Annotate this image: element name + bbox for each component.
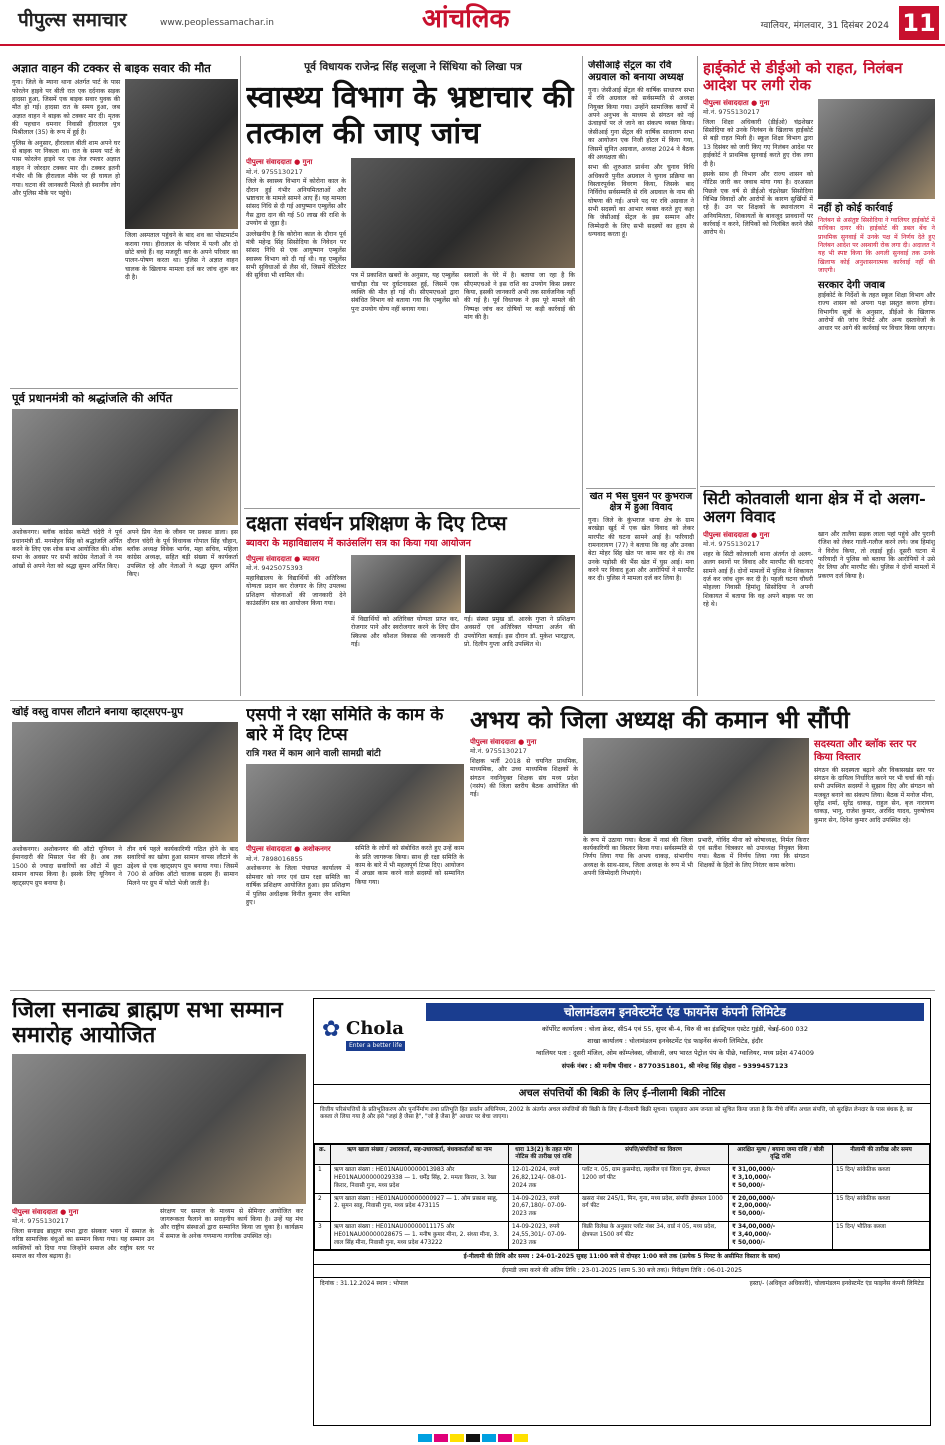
cell-demand: 14-09-2023, रुपये 20,67,180/- 07-09-2023 तक xyxy=(509,1193,579,1221)
auction-notice-ad xyxy=(313,998,931,1426)
body-text: तीन वर्ष पहले कार्यकारिणी गठित होने के बाद सवारियों का खोया हुआ सामान वापस लौटाने के उद्देश्य से एक व्हाट्सएप ग्रुप बनाया गया। जिसमें 700 से अधिक ऑटो चालक सदस्य हैं। सामान मिलने पर ग्रुप में फोटो भेजी जाती है। xyxy=(127,846,238,887)
headline: एसपी ने रक्षा समिति के काम के बारे में दिए टिप्स xyxy=(246,706,444,745)
body-text: के रूप में उठाया गया। बैठक में नासं की जिला कार्यकारिणी का विस्तार किया गया। सर्वसम्मति से निर्णय लिया गया कि अभय धाकड़, संभागीय अध्यक्ष के साथ-साथ, जिला अध्यक्ष के रूप में भी अपनी जिम्मेदारी निभाएंगे। xyxy=(583,836,693,878)
mobile-number: मो.नं. 9755130217 xyxy=(470,747,527,756)
body-text: खान और तालैया सड़क लाला पहां पहुंचे और पुरानी रंजिश को लेकर गाली-गलौज करने लगे। जब हिमांशु ने विरोध किया, तो लड़ाई हुई। दूसरी घटना में फरियादी ने पुलिस को बताया कि आरोपियों ने उसे घेर लिया और मारपीट की। पुलिस ने दोनों मामलों में प्रकरण दर्ज किया है। xyxy=(818,530,935,580)
row-divider xyxy=(244,508,580,509)
branch-office: शाखा कार्यालय : चोलामंडलम इनवेस्टमेंट एंड फाइनेंस कंपनी लिमिटेड, इंदौर xyxy=(587,1037,763,1045)
mobile-number: मो.नं. 9755130217 xyxy=(12,1217,69,1226)
headline: अज्ञात वाहन की टक्कर से बाइक सवार की मौत xyxy=(12,62,211,75)
cell-borrower: ऋण खाता संख्या : HE01NAU00000013983 और HE01NAU00000029338 — 1. धर्मेंद्र सिंह, 2. ममता किरार, 3. रेखा किरार, निवासी गुना, मध्य प्रदेश xyxy=(331,1165,509,1193)
table-header: क्र. xyxy=(315,1144,331,1165)
row-divider xyxy=(10,388,238,389)
body-text: गुना। जेसीआई सेंट्रल की वार्षिक साधारण सभा में रवि अग्रवाल को सर्वसम्मति से अध्यक्ष नियुक्त किया गया। उन्होंने सामाजिक कार्यों में अपने अनुभव के माध्यम से संगठन को नई ऊंचाइयों पर ले जाने का संकल्प व्यक्त किया। जेसीआई गुना सेंट्रल की वार्षिक साधारण सभा का आयोजन एक निजी होटल में किया गया, जिसमें सुनित अग्रवाल, अध्यक्ष 2024 ने बैठक की अध्यक्षता की। xyxy=(588,87,694,161)
website-url[interactable]: www.peoplessamachar.in xyxy=(160,18,274,28)
body-text: पुलिस के अनुसार, हीरालाल बीती शाम अपने घर से बाइक पर निकला था। रात के समय पार्ट के पास फोरलेन हाइवे पर एक तेज रफ्तार अज्ञात वाहन ने जोरदार टक्कर मार दी। टक्कर इतनी गंभीर थी कि हीरालाल मौके पर ही घायल हो गया। घटना की जानकारी मिलते ही स्थानीय लोग और पुलिस मौके पर पहुंचे। xyxy=(12,139,120,197)
column-divider xyxy=(697,56,698,696)
emd-amount: ₹ 2,00,000/- xyxy=(732,1203,772,1210)
subhead: नहीं हो कोई कार्रवाई xyxy=(818,202,893,214)
headline: खेत में भैंस घुसने पर कुंभराज क्षेत्र में हुआ विवाद xyxy=(589,492,693,513)
story-jci xyxy=(588,60,694,484)
byline: पीपुल्स संवाददाता ● गुना xyxy=(12,1207,79,1216)
body-text: जिला शिक्षा अधिकारी (डीईओ) चंद्रशेखर सिसोदिया को उनके निलंबन के खिलाफ हाईकोर्ट से बड़ी राहत मिली है। स्कूल शिक्षा विभाग द्वारा 13 दिसंबर को जारी किए गए निलंबन आदेश पर हाईकोर्ट ने प्राथमिक सुनवाई करते हुए रोक लगा दी है। xyxy=(703,118,813,168)
group-photo xyxy=(583,738,809,834)
story-highcourt xyxy=(703,60,935,484)
reserve-price: ₹ 20,00,000/- xyxy=(732,1195,776,1202)
auction-date-line: ई-नीलामी की तिथि और समय : 24-01-2025 सुबह 11:00 बजे से दोपहर 1:00 बजे तक (प्रत्येक 5 मिनट के असीमित विस्तार के साथ) xyxy=(314,1250,930,1263)
color-swatch xyxy=(514,1434,528,1442)
story-buffalo xyxy=(588,492,694,696)
body-text: अपने प्रिय नेता के जीवन पर प्रकाश डाला। इस दौरान चंदेरी के पूर्व विधायक गोपाल सिंह चौहान, ब्लॉक अध्यक्ष विवेक भार्गव, महा सचिव, महिला कांग्रेस अध्यक्ष, सहित बड़ी संख्या में कार्यकर्ता उपस्थित रहे और नेताओं ने श्रद्धा सुमन अर्पित किए। xyxy=(127,529,238,579)
body-text: संरक्षण पर समाज के माध्यम से सेमिनार आयोजित कर जागरूकता फैलाने का सराहनीय कार्य किया है। उन्हें यह मंच और राष्ट्रीय संस्थाओं द्वारा सम्मानित किया जा चुका है। कार्यक्रम में समाज के अनेक गणमान्य नागरिक उपस्थित रहे। xyxy=(160,1207,303,1240)
headline: स्वास्थ्य विभाग के भ्रष्टाचार की तत्काल की जाए जांच xyxy=(246,80,574,152)
emd-amount: ₹ 3,10,000/- xyxy=(732,1174,772,1181)
body-text: पत्र में प्रकाशित खबरों के अनुसार, यह एम्बुलेंस चाचौड़ा रोड पर दुर्घटनाग्रस्त हुई, जिसमें एक व्यक्ति की मौत हो गई थी। सीएमएचओ द्वारा संबंधित विभाग को बताया गया कि एम्बुलेंस को पुनः उपयोग योग्य नहीं बनाया गया। xyxy=(351,272,459,313)
headline: हाईकोर्ट से डीईओ को राहत, निलंबन आदेश पर लगी रोक xyxy=(703,60,903,95)
cell-demand: 14-09-2023, रुपये 24,55,301/- 07-09-2023 तक xyxy=(509,1222,579,1250)
table-header: आरक्षित मूल्य / बयाना जमा राशि / बोली वृद्धि राशि xyxy=(729,1144,833,1165)
cell-demand: 12-01-2024, रुपये 26,82,124/- 08-01-2024 तक xyxy=(509,1165,579,1193)
body-text: शिक्षक भर्ती 2018 से चयनित प्राथमिक, माध्यमिक, और उच्च माध्यमिक शिक्षकों के संगठन नवनियुक्त शिक्षक संघ मध्य प्रदेश (नसंप) की जिला स्तरीय बैठक आयोजित की गई। xyxy=(470,757,578,799)
corp-office: कॉर्पोरेट कार्यालय : चोला क्रेस्ट, सी54 एवं 55, सुपर बी-4, थिरु वी का इंडस्ट्रियल एस्टेट गुइंडी, चेन्नई-600 032 xyxy=(542,1025,808,1033)
mobile-number: मो.नं. 9755130217 xyxy=(703,107,760,116)
mobile-number: मो.नं. 9755130217 xyxy=(703,540,760,549)
chola-logo-icon: ✿ xyxy=(322,1017,341,1042)
table-header: ऋण खाता संख्या / उधारकर्ता, सह-उधारकर्ता, बंधककर्ताओं का नाम xyxy=(331,1144,509,1165)
accident-photo xyxy=(125,79,238,229)
body-text: गई। संस्था प्रमुख डॉ. आरके गुप्ता ने प्रशिक्षण अवसरों एवं अतिरिक्त योग्यता अर्जन की उपयोगिता बताई। इस दौरान डॉ. मुकेश भारद्वाज, प्रो. दिलीप गुप्ता आदि उपस्थित थे। xyxy=(464,615,575,648)
story-accident xyxy=(12,62,238,386)
story-lost-goods xyxy=(12,706,238,988)
body-text: में विद्यार्थियों को अतिरिक्त योग्यता प्राप्त कर, रोजगार पाने और स्वरोजगार करने के लिए ग्रीन स्किल्स और कौशल विकास की जानकारी दी गई। xyxy=(351,615,459,648)
table-row xyxy=(315,1222,930,1250)
seminar-photo xyxy=(465,555,575,613)
body-text: संगठन की सदस्यता बढ़ाने और विकासखंड स्तर पर संगठन के दायित्व निर्धारित करने पर भी चर्चा की गई। सभी उपस्थित सदस्यों ने सुझाव दिए और संगठन को मजबूत बनाने का संकल्प लिया। बैठक में मनोज मीना, सुरेंद्र शर्मा, सुरेंद्र धाकड़, राहुल सेन, बृज नारायण धाकड़, भानु, राजेश कुमार, अरविंद यादव, पुरुषोत्तम कुमार सेन, दिनेश कुमार आदि उपस्थित रहे। xyxy=(814,766,934,824)
body-text: निलंबन से असंतुष्ट सिसोदिया ने ग्वालियर हाईकोर्ट में याचिका दायर की। हाईकोर्ट की डबल बेंच ने प्राथमिक सुनवाई में उनके पक्ष में निर्णय देते हुए निलंबन आदेश पर अस्थायी रोक लगा दी। अदालत ने यह भी स्पष्ट किया कि अगली सुनवाई तक उनके खिलाफ कोई अनुशासनात्मक कार्रवाई नहीं की जाएगी। xyxy=(818,217,935,275)
auction-table xyxy=(314,1144,930,1251)
page-number: 11 xyxy=(899,6,939,40)
mobile-number: मो.नं. 9425075393 xyxy=(246,564,303,573)
cell-auction: 15 दिन/ सांकेतिक कब्जा xyxy=(833,1165,930,1193)
color-swatch xyxy=(450,1434,464,1442)
body-text: गुना। जिले के म्याना थाना अंतर्गत पार्ट के पास फोरलेन हाइवे पर बीती रात एक दर्दनाक सड़क हादसा हुआ, जिसमें एक बाइक सवार युवक की मौत हो गई। हादसा रात के समय हुआ, जब अज्ञात वाहन ने बाइक को टक्कर मार दी। मृतक की पहचान धमनार निवासी हीरालाल पुत्र मिश्रीलाल (35) के रूप में हुई है। xyxy=(12,79,120,137)
seminar-photo xyxy=(351,555,461,613)
byline: पीपुल्स संवाददाता ● गुना xyxy=(703,98,770,107)
masthead xyxy=(0,0,945,46)
dateline: ग्वालियर, मंगलवार, 31 दिसंबर 2024 xyxy=(760,21,889,31)
color-swatch xyxy=(482,1434,496,1442)
body-text: जिला अस्पताल पहुंचने के बाद शव का पोस्टमार्टम कराया गया। हीरालाल के परिवार में पत्नी और दो छोटे बच्चे हैं। वह मजदूरी कर के अपने परिवार का पालन-पोषण करता था। पुलिस ने अज्ञात वाहन चालक के खिलाफ मामला दर्ज कर जांच शुरू कर दी है। xyxy=(125,232,238,282)
body-text: इसके साथ ही विभाग और राज्य शासन को नोटिस जारी कर जवाब मांगा गया है। दरअसल पिछले एक वर्ष से डीईओ चंद्रशेखर सिसोदिया विभिन्न विवादों और आरोपों के कारण सुर्खियों में रहे हैं। उन पर शिक्षकों के स्थानांतरण में अनियमितता, शिकायतों के बावजूद प्रावधानों पर कार्रवाई न करने, लिपिकों को निलंबित करने जैसे आरोप थे। xyxy=(703,170,813,237)
cell-property: प्लॉट न. 05, ग्राम कुसमोदा, तहसील एवं जिला गुना, क्षेत्रफल 1200 वर्ग फीट xyxy=(579,1165,729,1193)
body-text: सभा की शुरुआत प्रार्थना और चुनाव विधि अधिकारी पुनीत अग्रवाल ने चुनाव प्रक्रिया का विस्तारपूर्वक विवरण किया, जिसके बाद निर्विरोध सर्वसम्मति से रवि अग्रवाल के नाम की घोषणा की गई। अपने पद पर रवि अग्रवाल ने सभी सदस्यों का आभार व्यक्त करते हुए कहा कि जेसीआई सेंट्रल के इस सम्मान और जिम्मेदारी के लिए सभी सदस्यों का हृदय से धन्यवाद करता हूं। xyxy=(588,164,694,239)
row-divider xyxy=(700,486,935,487)
headline: जेसीआई सेंट्रल का रवि अग्रवाल को बनाया अध्यक्ष xyxy=(588,60,684,83)
column-divider xyxy=(240,56,241,696)
cell-property: खसरा नंबर 245/1, मिन, गुना, मध्य प्रदेश, संपत्ति क्षेत्रफल 1000 वर्ग फीट xyxy=(579,1193,729,1221)
felicitation-photo xyxy=(12,1054,306,1204)
body-text: उल्लेखनीय है कि कोरोना काल के दौरान पूर्व मंत्री महेन्द्र सिंह सिसोदिया के निवेदन पर सांसद निधि से एक आयुष्मान एम्बुलेंस स्वास्थ्य विभाग को दी गई थी। यह एम्बुलेंस सभी सुविधाओं से लैस थी, जिसमें वेंटिलेटर की सुविधा भी शामिल थी। xyxy=(246,230,346,280)
tribute-photo xyxy=(12,409,238,525)
row-divider xyxy=(10,700,935,701)
color-swatch xyxy=(418,1434,432,1442)
notice-intro: वित्तीय परिसंपत्तियों के प्रतिभूतिकरण और पुनर्निर्माण तथा प्रतिभूति हित प्रवर्तन अधिनियम, 2002 के अंतर्गत अचल संपत्तियों की बिक्री के लिए ई-नीलामी बिक्री सूचना। एतद्द्वारा आम जनता को सूचित किया जाता है कि नीचे वर्णित अचल संपत्ति, जो सुरक्षित लेनदार के पास बंधक है, का कब्जा ले लिया गया है और इसे "जहां है जैसा है", "जो है जैसा है" आधार पर बेचा जाएगा। xyxy=(314,1104,930,1144)
signatory: हस्ता/- (अधिकृत अधिकारी), चोलामंडलम इनवेस्टमेंट एंड फाइनेंस कंपनी लिमिटेड xyxy=(749,1279,924,1287)
subhead: सरकार देगी जवाब xyxy=(818,279,885,291)
story-abhay xyxy=(470,706,935,988)
kicker: ब्यावरा के महाविद्यालय में काउंसलिंग सत्र का किया गया आयोजन xyxy=(246,538,471,549)
kicker: पूर्व विधायक राजेन्द्र सिंह सलूजा ने सिंधिया को लिखा पत्र xyxy=(304,61,522,73)
byline: पीपुल्स संवाददाता ● अशोकनगर xyxy=(246,845,331,854)
body-text: गुना। जिले के कुंभराज थाना क्षेत्र के ग्राम बरखेड़ा खुर्द में एक खेत विवाद को लेकर मारपीट की घटना सामने आई है। फरियादी रामनारायण (77) ने बताया कि वह और उनका बेटा मोहर सिंह खेत पर काम कर रहे थे। तब उनके पड़ोसी की भैंस खेत में घुस आई। मना करने पर विवाद हुआ और आरोपियों ने मारपीट कर दी। पुलिस ने मामला दर्ज कर लिया है। xyxy=(588,516,694,583)
table-row xyxy=(315,1193,930,1221)
table-header: नीलामी की तारीख और समय xyxy=(833,1144,930,1165)
place-date: दिनांक : 31.12.2024 स्थान : भोपाल xyxy=(320,1279,408,1287)
byline: पीपुल्स संवाददाता ● गुना xyxy=(246,158,313,167)
body-text: प्रभारी, गोविंद मीना को कोषाध्यक्ष, निर्मल किरार एवं सतीश चित्रकार को उपाध्यक्ष नियुक्त किया गया। बैठक में निर्णय लिया गया कि संगठन शिक्षकों के हितों के लिए निरंतर काम करेगा। xyxy=(698,836,809,869)
body-text: अशोकनगर के जिला पंचायत कार्यालय में सोमवार को नगर एवं ग्राम रक्षा समिति का वार्षिक प्रशिक्षण आयोजित हुआ। इस प्रशिक्षण में पुलिस अधीक्षक विनीत कुमार जैन शामिल हुए। xyxy=(246,865,350,906)
byline: पीपुल्स संवाददाता ● गुना xyxy=(470,737,537,746)
headline: जिला सनाढ्य ब्राह्मण सभा सम्मान समारोह आयोजित xyxy=(12,998,283,1049)
cell-reserve xyxy=(729,1165,833,1193)
story-brahmin xyxy=(12,998,306,1426)
mobile-number: मो.नं. 7898016855 xyxy=(246,854,303,863)
column-divider xyxy=(582,56,583,696)
story-skill xyxy=(246,512,580,698)
ad-signoff xyxy=(314,1277,930,1290)
logo-name: Chola xyxy=(346,1018,404,1039)
color-swatch xyxy=(498,1434,512,1442)
cell-borrower: ऋण खाता संख्या : HE01NAU00000000927 — 1. ओम प्रकाश साहू, 2. सुमन साहू, निवासी गुना, मध्य प्रदेश 473115 xyxy=(331,1193,509,1221)
reserve-price: ₹ 34,00,000/- xyxy=(732,1224,776,1230)
color-swatch xyxy=(434,1434,448,1442)
kicker: रात्रि गश्त में काम आने वाली सामग्री बांटी xyxy=(246,749,381,760)
reserve-price: ₹ 31,00,000/- xyxy=(732,1167,776,1174)
color-swatch xyxy=(466,1434,480,1442)
cell-borrower: ऋण खाता संख्या : HE01NAU00000011175 और HE01NAU00000028675 — 1. मनीष कुमार मीना, 2. संध्या मीना, 3. लाल सिंह मीना, निवासी गुना, मध्य प्रदेश 473222 xyxy=(331,1222,509,1250)
story-tribute xyxy=(12,392,238,698)
bid-increment: ₹ 50,000/- xyxy=(732,1239,765,1246)
row-divider xyxy=(586,488,696,489)
cell-property: बिक्री विलेख के अनुसार प्लॉट नंबर 34, वार्ड नं 05, मध्य प्रदेश, क्षेत्रफल 1500 वर्ग फीट xyxy=(579,1222,729,1250)
notice-title: अचल संपत्तियों की बिक्री के लिए ई-नीलामी बिक्री नोटिस xyxy=(314,1085,930,1104)
emd-date-line: ईएमडी जमा करने की अंतिम तिथि : 23-01-2025 (शाम 5.30 बजे तक)। निरीक्षण तिथि : 06-01-2025 xyxy=(314,1264,930,1277)
table-row xyxy=(315,1165,930,1193)
headline: पूर्व प्रधानमंत्री को श्रद्धांजलि की अर्पित xyxy=(12,392,173,405)
story-kotwali xyxy=(703,490,935,696)
story-health xyxy=(246,60,580,504)
body-text: महाविद्यालय के विद्यार्थियों की अतिरिक्त योग्यता प्रदान कर रोजगार के लिए उपलब्ध प्रशिक्षण योजनाओं की जानकारी देने काउंसलिंग सत्र का आयोजन किया गया। xyxy=(246,575,346,608)
headline: अभय को जिला अध्यक्ष की कमान भी सौंपी xyxy=(470,706,850,734)
table-header: संपत्ति/संपत्तियों का विवरण xyxy=(579,1144,729,1165)
body-text: जिला सनाढ्य ब्राह्मण सभा द्वारा संस्कार भवन में समाज के वरिष्ठ सामाजिक बंधुओं का सम्मान किया गया। यह सम्मान उन व्यक्तियों को दिया गया जिन्होंने समाज और राष्ट्रीय स्तर पर समाज का गौरव बढ़ाया है। xyxy=(12,1227,154,1260)
emd-amount: ₹ 3,40,000/- xyxy=(732,1231,772,1238)
brand-logo: पीपुल्स समाचार xyxy=(18,9,127,31)
cell-no: 2 xyxy=(315,1193,331,1221)
body-text: जिले के स्वास्थ्य विभाग में कोरोना काल के दौरान हुई गंभीर अनियमितताओं और भ्रष्टाचार के मामले सामने आए हैं। यह मामला सांसद निधि से दी गई आयुष्मान एम्बुलेंस और गैस द्वारा दान की गई 50 लाख की राशि के उपयोग से जुड़ा है। xyxy=(246,178,346,228)
training-photo xyxy=(246,764,464,842)
byline: पीपुल्स संवाददाता ● गुना xyxy=(703,530,770,539)
cell-auction: 15 दिन/ सांकेतिक कब्जा xyxy=(833,1193,930,1221)
headline: दक्षता संवर्धन प्रशिक्षण के दिए टिप्स xyxy=(246,512,507,535)
gwalior-office: ग्वालियर पता : दूसरी मंजिल, ओम कॉम्प्लेक्स, जीवाजी, जय भारत पेट्रोल पंप के पीछे, ग्वालियर, मध्य प्रदेश 474009 xyxy=(535,1049,815,1057)
auto-union-photo xyxy=(12,722,238,842)
headline: खोई वस्तु वापस लौटाने बनाया व्हाट्सएप-ग्रुप xyxy=(12,706,184,718)
table-header: धारा 13(2) के तहत मांग नोटिस की तारीख एवं राशि xyxy=(509,1144,579,1165)
logo-tagline: Enter a better life xyxy=(346,1041,405,1051)
bid-increment: ₹ 50,000/- xyxy=(732,1182,765,1189)
cell-reserve xyxy=(729,1222,833,1250)
body-text: समिति के लोगों को संबोधित करते हुए उन्हें काम के प्रति जागरूक किया। साथ ही रक्षा समिति के काम के बारे में भी महत्वपूर्ण टिप्स दिए। आयोजन में अच्छा काम करने वाले सदस्यों को सम्मानित किया गया। xyxy=(355,845,464,886)
mobile-number: मो.नं. 9755130217 xyxy=(246,167,303,176)
headline: सिटी कोतवाली थाना क्षेत्र में दो अलग-अलग विवाद xyxy=(703,490,926,527)
cell-auction: 15 दिन/ भौतिक कब्जा xyxy=(833,1222,930,1250)
chola-logo xyxy=(320,1005,420,1077)
bid-increment: ₹ 50,000/- xyxy=(732,1211,765,1218)
body-text: अशोकनगर। ब्लॉक कांग्रेस कमेटी चंदेरी ने पूर्व प्रधानमंत्री डॉ. मनमोहन सिंह को श्रद्धांजलि अर्पित करने के लिए एक शोक सभा आयोजित की। शोक सभा के अवसर पर सभी कांग्रेस नेताओं ने नम आंखों से अपने नेता को श्रद्धा सुमन अर्पित किए। xyxy=(12,529,122,570)
print-color-bar xyxy=(0,1431,945,1445)
body-text: सवालों के घेरे में है। बताया जा रहा है कि सीएमएचओ ने इस राशि का उपयोग किस प्रकार किया, इसकी जानकारी अभी तक सार्वजनिक नहीं की गई है। पूर्व विधायक ने इस पूरे मामले की निष्पक्ष जांच कर दोषियों पर कड़ी कार्रवाई की मांग की है। xyxy=(464,272,575,321)
row-divider xyxy=(10,990,935,991)
byline: पीपुल्स संवाददाता ● ब्यावरा xyxy=(246,554,320,563)
deo-portrait-photo xyxy=(818,99,935,199)
body-text: अशोकनगर। अशोकनगर की ऑटो यूनियन ने ईमानदारी की मिसाल पेश की है। अब तक 1500 से ज्यादा सवारियों का ऑटो में छूटा सामान वापस किया है। इसके लिए यूनियन ने व्हाट्सएप ग्रुप बनाया है। xyxy=(12,846,122,887)
story-sp xyxy=(246,706,464,988)
subhead: सदस्यता और ब्लॉक स्तर पर किया विस्तार xyxy=(814,738,917,764)
body-text: शहर के सिटी कोतवाली थाना अंतर्गत दो अलग-अलग स्थानों पर विवाद और मारपीट की घटनाएं सामने आई हैं। दोनों मामलों में पुलिस ने शिकायत दर्ज कर जांच शुरू कर दी है। पहली घटना चौधरी मोहल्ला निवासी हिमांशु सिसोदिया ने अपनी शिकायत में बताया कि वह अपने बाइक पर जा रहे थे। xyxy=(703,550,813,609)
cell-no: 3 xyxy=(315,1222,331,1250)
company-name: चोलामंडलम इनवेस्टमेंट एंड फायनेंस कंपनी लिमिटेड xyxy=(426,1003,924,1021)
cell-reserve xyxy=(729,1193,833,1221)
contact-numbers: संपर्क नंबर : श्री मनीष पीवार - 8770351801, श्री नरेन्द्र सिंह दोहरा - 9399457123 xyxy=(561,1062,789,1070)
cell-no: 1 xyxy=(315,1165,331,1193)
section-title: आंचलिक xyxy=(422,4,510,34)
body-text: हाईकोर्ट के निर्देशों के तहत स्कूल शिक्षा विभाग और राज्य शासन को अपना पक्ष प्रस्तुत करना होगा। विभागीय सूत्रों के अनुसार, डीईओ के खिलाफ आरोपों की जांच रिपोर्ट और अन्य दस्तावेजों के आधार पर आगे की कार्रवाई पर विचार किया जाएगा। xyxy=(818,292,935,333)
portrait-photo xyxy=(351,158,575,268)
